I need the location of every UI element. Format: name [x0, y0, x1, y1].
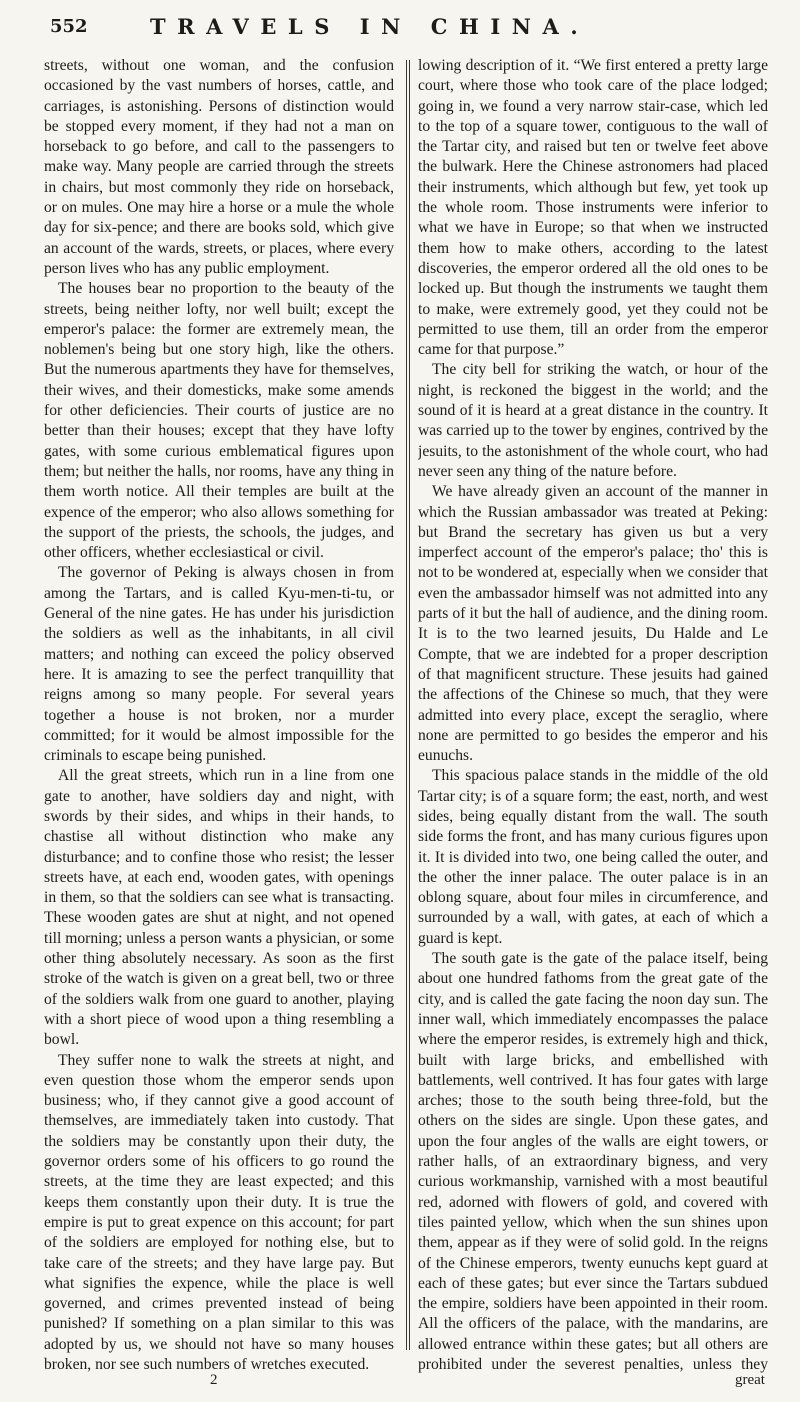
running-title: TRAVELS IN CHINA. — [150, 14, 590, 39]
paragraph: All the great streets, which run in a line from one gate to another, have soldiers day and night, with swords by their sides, and whips in their hands, to chastise all without distinction who make any disturbance; and to confine those who resist; the lesser streets have, at each end, wooden gates, with openings in them, so that the soldiers can see what is transacting. These wooden gates are shut at night, and not opened till morning; unless a person wants a physician, or some other thing absolutely necessary. As soon as the first stroke of the watch is given on a great bell, two or three of the soldiers walk from one guard to another, playing with a short piece of wood upon a thing resembling a bowl. — [44, 767, 394, 1049]
paragraph: streets, without one woman, and the confusion occasioned by the vast numbers of horses, cattle, and carriages, is astonishing. Persons of distinction would be stopped every moment, if they had not a man on horseback to go before, and call to the passengers to make way. Many people are carried through the streets in chairs, but most commonly they ride on horseback, or on mules. One may hire a horse or a mule the whole day for six-pence; and there are books sold, which give an account of the wards, streets, or places, where every person lives who has any public employment. — [44, 57, 394, 277]
paragraph: The houses bear no proportion to the beauty of the streets, being neither lofty, nor well built; except the emperor's palace: the former are extremely mean, the noblemen's being but one story high, like the others. But the numerous apartments they have for themselves, their wives, and their domesticks, make some amends for other deficiencies. Their courts of justice are no better than their houses; except that they have lofty gates, with some curious emblematical figures upon them; but neither the halls, nor rooms, have any thing in them worth notice. All their temples are built at the expence of the emperor; who also allows something for the support of the priests, the schools, the judges, and other officers, whether ecclesiastical or civil. — [44, 280, 394, 562]
paragraph: We have already given an account of the manner in which the Russian ambassador was treated at Peking: but Brand the secretary has given us but a very imperfect account of the emperor's palace; tho' this is not to be wondered at, especially when we consider that even the ambassador himself was not admitted into any parts of it but the hall of audience, and the dining room. It is to the two learned jesuits, Du Halde and Le Compte, that we are indebted for a proper description of that magnificent structure. These jesuits had gained the affections of the Chinese so much, that they were admitted into every place, except the seraglio, where none are permitted to go besides the emperor and his eunuchs. — [418, 483, 768, 765]
page-number: 552 — [50, 16, 88, 37]
paragraph: The governor of Peking is always chosen in from among the Tartars, and is called Kyu-men-ti-tu, or General of the nine gates. He has under his jurisdiction the soldiers as well as the inhabitants, in all civil matters; and nothing can exceed the policy observed here. It is amazing to see the perfect tranquillity that reigns among so many people. For several years together a house is not broken, nor a murder committed; for it would be almost impossible for the criminals to escape being punished. — [44, 564, 394, 765]
left-column — [44, 56, 394, 1376]
catchword: great — [735, 1372, 765, 1388]
signature-mark: 2 — [210, 1372, 218, 1388]
paragraph — [44, 1375, 394, 1376]
right-column — [418, 56, 768, 1376]
paragraph: The south gate is the gate of the palace itself, being about one hundred fathoms from the great gate of the city, and is called the gate facing the noon day sun. The inner wall, which immediately encompasses the palace where the emperor resides, is extremely high and thick, built with large bricks, and embellished with battlements, well contrived. It has four gates with large arches; those to the south being three-fold, but the others on the sides are single. Upon these gates, and upon the four angles of the walls are eight towers, or rather halls, of an extraordinary bigness, and very curious workmanship, varnished with a most beautiful red, adorned with flowers of gold, and covered with tiles painted yellow, which when the sun shines upon them, appear as if they were of solid gold. In the reigns of the Chinese emperors, twenty eunuchs kept guard at each of these gates; but ever since the Tartars subdued the empire, soldiers have been appointed in their room. All the officers of the palace, with the mandarins, are allowed entrance within these gates; but all others are prohibited under the severest penalties, unless they — [418, 950, 768, 1373]
page-header — [50, 14, 780, 48]
paragraph: This spacious palace stands in the middle of the old Tartar city; is of a square form; the east, north, and west sides, being equally distant from the wall. The south side forms the front, and has many curious figures upon it. It is divided into two, one being called the outer, and the other the inner palace. The outer palace is in an oblong square, about four miles in circumference, and surrounded by a wall, with gates, at each of which a guard is kept. — [418, 767, 768, 947]
paragraph: The city bell for striking the watch, or hour of the night, is reckoned the biggest in the world; and the sound of it is heard at a great distance in the country. It was carried up to the tower by engines, contrived by the jesuits, to the astonishment of the whole court, who had never seen any thing of the nature before. — [418, 361, 768, 480]
paragraph: lowing description of it. “We first entered a pretty large court, where those who took care of the place lodged; going in, we found a very narrow stair-case, which led to the top of a square tower, contiguous to the wall of the Tartar city, and raised but ten or twelve feet above the bulwark. Here the Chinese astronomers had placed their instruments, which although but few, yet took up the whole room. Those instruments were inferior to what we have in Europe; so that when we instructed them how to make others, according to the latest discoveries, the emperor ordered all the old ones to be locked up. But though the instruments we taught them to make, were extremely good, yet they could not be permitted to use them, till an order from the emperor came for that purpose.” — [418, 57, 768, 359]
column-divider — [406, 60, 407, 1350]
paragraph: They suffer none to walk the streets at night, and even question those whom the emperor sends upon business; who, if they cannot give a good account of themselves, are immediately taken into custody. That the soldiers may be constantly upon their duty, the governor orders some of his officers to go round the streets, at the time they are least expected; and this keeps them constantly upon their duty. It is true the empire is put to great expence on this account; for part of the soldiers are employed for nothing else, but to take care of the streets; and they have large pay. But what signifies the expence, while the place is well governed, and crimes prevented instead of being punished? If something on a plan similar to this was adopted by us, we should not have so many houses broken, nor see such numbers of wretches executed. — [44, 1051, 394, 1373]
column-divider — [409, 60, 410, 1350]
